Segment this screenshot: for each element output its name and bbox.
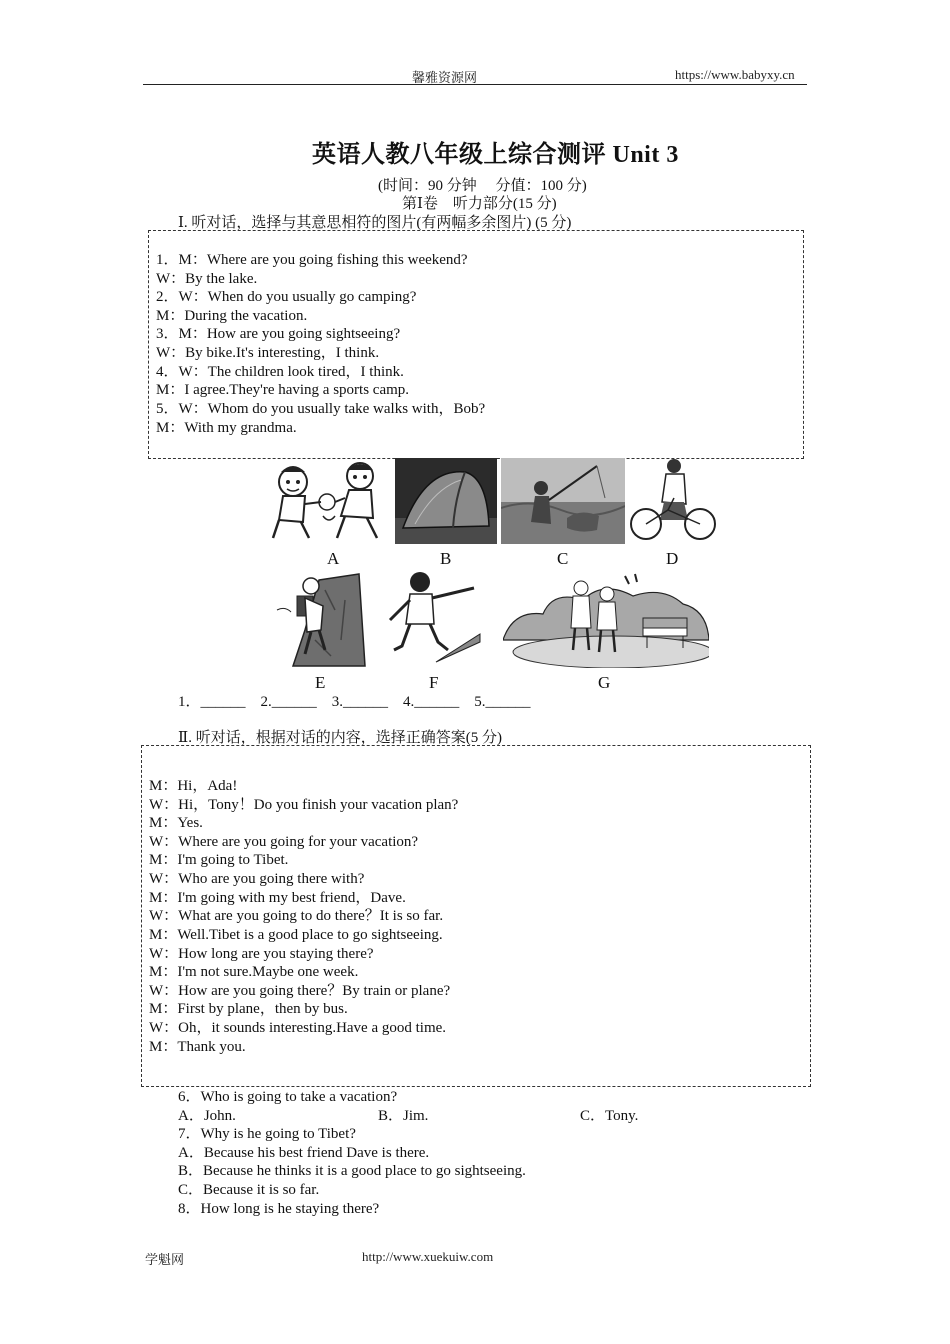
picture-d-bike: [628, 458, 718, 544]
picture-label: F: [429, 673, 439, 692]
footer-site-name: 学魁网: [145, 1252, 185, 1267]
option-7b[interactable]: B．Because he thinks it is a good place to go sightseeing.: [178, 1163, 526, 1179]
transcript-line: W：By the lake.: [156, 271, 258, 287]
transcript-line: M：I'm going to Tibet.: [149, 852, 289, 868]
option-7c[interactable]: C．Because it is so far.: [178, 1182, 320, 1198]
transcript-line: W：How are you going there？By train or plane?: [149, 983, 451, 999]
subtitle-time-score: (时间：90 分钟 分值：100 分): [378, 178, 587, 194]
header-url[interactable]: https://www.babyxy.cn: [675, 67, 795, 82]
transcript-line: 1．M：Where are you going fishing this weekend?: [156, 252, 468, 268]
transcript-line: M：I'm going with my best friend，Dave.: [149, 890, 406, 906]
transcript-line: M：First by plane，then by bus.: [149, 1001, 348, 1017]
transcript-line: W：What are you going to do there？It is so far.: [149, 908, 444, 924]
picture-f-skateboard: [382, 570, 482, 668]
transcript-line: M：Yes.: [149, 815, 203, 831]
transcript-line: 2．W：When do you usually go camping?: [156, 289, 417, 305]
option-6b[interactable]: B．Jim.: [378, 1108, 429, 1124]
question-8: 8．How long is he staying there?: [178, 1201, 380, 1217]
footer-url[interactable]: http://www.xuekuiw.com: [362, 1249, 494, 1264]
picture-a-children-playing: [265, 458, 393, 544]
transcript-line: W：By bike.It's interesting，I think.: [156, 345, 380, 361]
transcript-line: M：Well.Tibet is a good place to go sightseeing.: [149, 927, 443, 943]
option-6c[interactable]: C．Tony.: [580, 1108, 639, 1124]
question-7: 7．Why is he going to Tibet?: [178, 1126, 356, 1142]
section1-heading: Ⅰ. 听对话，选择与其意思相符的图片(有两幅多余图片) (5 分): [178, 215, 572, 231]
header-rule: [143, 84, 807, 85]
picture-b-tent: [395, 458, 497, 544]
transcript-line: W：Hi，Tony！Do you finish your vacation plan?: [149, 797, 459, 813]
section2-heading: Ⅱ. 听对话，根据对话的内容，选择正确答案(5 分): [178, 730, 502, 746]
question-6: 6．Who is going to take a vacation?: [178, 1089, 398, 1105]
transcript-line: M：With my grandma.: [156, 420, 297, 436]
picture-e-climbing: [275, 570, 367, 668]
picture-label: C: [557, 549, 569, 568]
transcript-line: W：How long are you staying there?: [149, 946, 374, 962]
picture-label: D: [666, 549, 679, 568]
transcript-line: W：Who are you going there with?: [149, 871, 365, 887]
transcript-line: 3．M：How are you going sightseeing?: [156, 326, 401, 342]
transcript-line: 4．W：The children look tired，I think.: [156, 364, 404, 380]
transcript-line: M：During the vacation.: [156, 308, 308, 324]
picture-label: E: [315, 673, 326, 692]
picture-g-park-walk: [503, 570, 709, 668]
transcript-line: W：Where are you going for your vacation?: [149, 834, 419, 850]
page-title: 英语人教八年级上综合测评 Unit 3: [312, 142, 679, 168]
picture-label: G: [598, 673, 611, 692]
transcript-line: M：Hi，Ada!: [149, 778, 238, 794]
transcript-line: W：Oh，it sounds interesting.Have a good time.: [149, 1020, 447, 1036]
transcript-line: M：Thank you.: [149, 1039, 246, 1055]
picture-label: A: [327, 549, 340, 568]
part-heading: 第Ⅰ卷 听力部分(15 分): [402, 196, 557, 212]
option-6a[interactable]: A．John.: [178, 1108, 236, 1124]
section1-answer-blanks[interactable]: 1．______ 2.______ 3.______ 4.______ 5.______: [178, 694, 531, 710]
picture-c-fishing: [501, 458, 625, 544]
transcript-line: M：I agree.They're having a sports camp.: [156, 382, 410, 398]
transcript-line: M：I'm not sure.Maybe one week.: [149, 964, 359, 980]
transcript-line: 5．W：Whom do you usually take walks with，Bob?: [156, 401, 486, 417]
picture-label: B: [440, 549, 452, 568]
option-7a[interactable]: A．Because his best friend Dave is there.: [178, 1145, 430, 1161]
header-site-name: 馨雅资源网: [412, 70, 478, 85]
